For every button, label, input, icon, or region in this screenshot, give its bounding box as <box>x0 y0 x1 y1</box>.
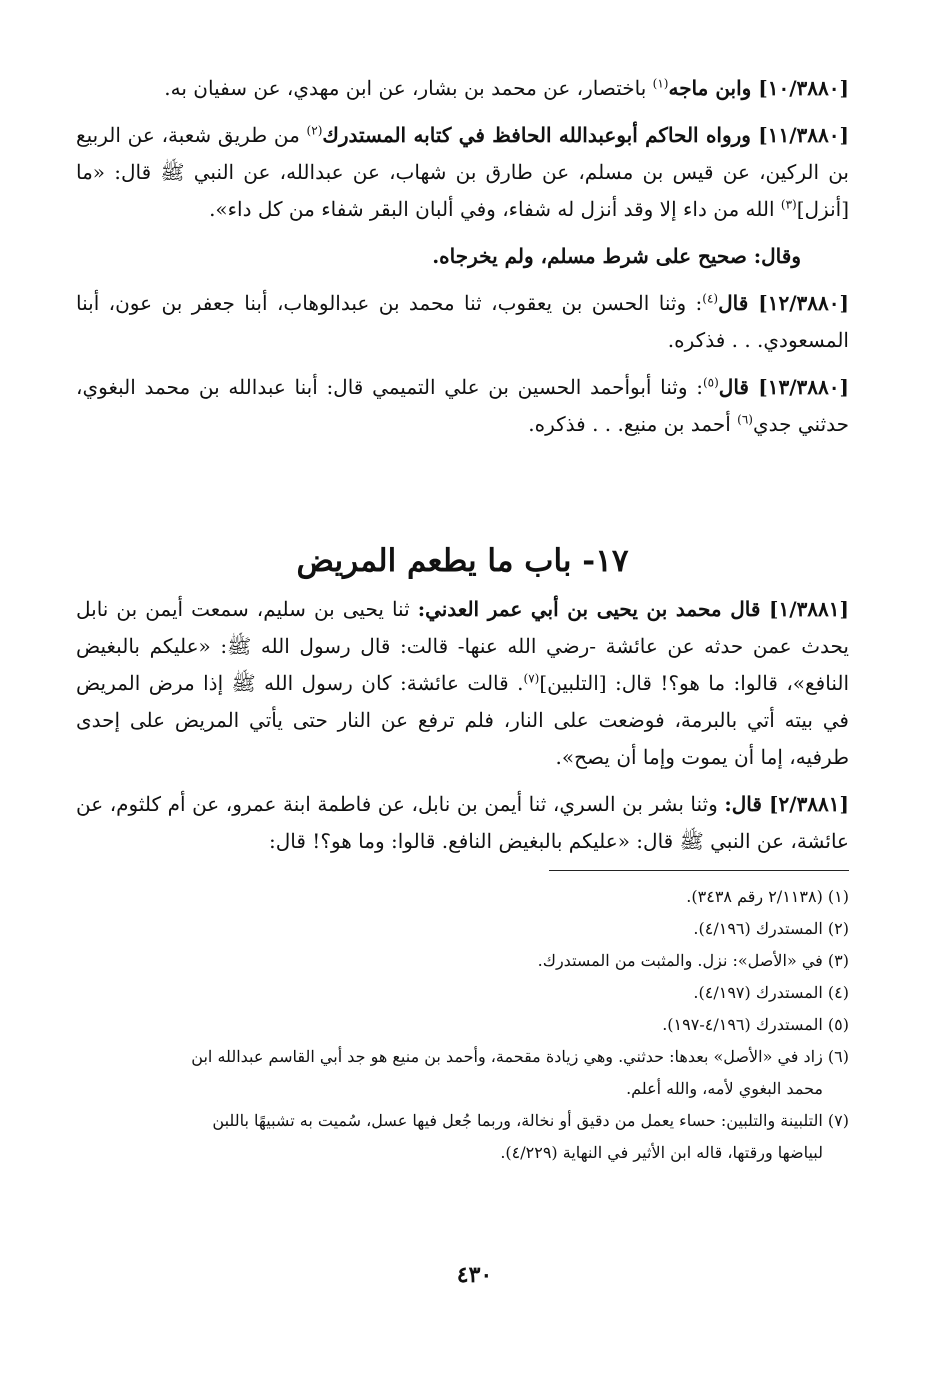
hadith-3880-11 <box>76 117 849 228</box>
footnote-number: (٦) <box>827 1047 849 1066</box>
footnote-text: المستدرك (٤/١٩٦-١٩٧). <box>662 1015 823 1034</box>
footnote-number: (١) <box>827 887 849 906</box>
footnote-text: (٢/١١٣٨ رقم ٣٤٣٨). <box>686 887 823 906</box>
footnote-text: زاد في «الأصل» بعدها: حدثني. وهي زيادة مقحمة، وأحمد بن منيع هو جد أبي القاسم عبدالله ابن <box>191 1047 823 1066</box>
hadith-text: من طريق شعبة، عن الربيع بن الركين، عن قيس بن مسلم، عن طارق بن شهاب، عن عبدالله، عن النبي ﷺ قال: «ما [أنزل] <box>76 123 849 221</box>
footnote-marker: (٣) <box>780 197 797 212</box>
hadith-3881-1 <box>76 591 849 776</box>
hadith-text: . قالت عائشة: كان رسول الله ﷺ إذا مرض المريض في بيته أتي بالبرمة، فوضعت على النار، فلم ترفع عن النار حتى يأتي المريض على إحدى طرفيه، إما أن يموت وإما أن يصح». <box>76 671 849 769</box>
footnote-2 <box>76 913 849 945</box>
hadith-text: : وثنا الحسن بن يعقوب، ثنا محمد بن عبدالوهاب، أبنا جعفر بن عون، أبنا المسعودي. . . فذكره. <box>76 291 849 352</box>
hadith-ref: [١٢/٣٨٨٠] قال <box>718 291 849 315</box>
hadith-3880-10 <box>76 70 849 107</box>
footnote-4 <box>76 977 849 1009</box>
comment-text: وقال: صحيح على شرط مسلم، ولم يخرجاه. <box>432 244 801 268</box>
footnote-text: المستدرك (٤/١٩٧). <box>693 983 823 1002</box>
footnote-marker: (٦) <box>737 412 753 427</box>
footnote-6-continuation: محمد البغوي لأمه، والله أعلم. <box>626 1079 823 1098</box>
footnotes <box>76 881 849 1169</box>
footnote-5 <box>76 1009 849 1041</box>
footnote-7 <box>76 1105 849 1137</box>
hadith-text: باختصار، عن محمد بن بشار، عن ابن مهدي، عن سفيان به. <box>164 76 653 100</box>
chapter-title: ١٧- باب ما يطعم المريض <box>296 543 629 579</box>
footnote-3 <box>76 945 849 977</box>
footnote-6 <box>76 1041 849 1073</box>
footnote-divider <box>549 870 849 871</box>
footnote-number: (٧) <box>827 1111 849 1130</box>
hadith-ref: [١٠/٣٨٨٠] وابن ماجه <box>668 76 849 100</box>
hadith-text: : وثنا أبوأحمد الحسين بن علي التميمي قال: أبنا عبدالله بن محمد البغوي، حدثني جدي <box>76 375 849 436</box>
footnote-number: (٥) <box>827 1015 849 1034</box>
footnote-text: في «الأصل»: نزل. والمثبت من المستدرك. <box>537 951 823 970</box>
footnote-marker: (١) <box>652 76 669 91</box>
hadith-text: وثنا بشر بن السري، ثنا أيمن بن نابل، عن فاطمة ابنة عمرو، عن أم كلثوم، عن عائشة، عن النبي ﷺ قال: «عليكم بالبغيض النافع. قالوا: وما هو؟! قال: <box>76 792 849 853</box>
footnote-7-continuation: لبياضها ورقتها، قاله ابن الأثير في النهاية (٤/٢٢٩). <box>500 1143 823 1162</box>
hadith-text: ثنا يحيى بن سليم، سمعت أيمن بن نابل يحدث عمن حدثه عن عائشة -رضي الله عنها- قالت: قال رسول الله ﷺ: «عليكم بالبغيض النافع»، قالوا: ما هو؟! قال: [التلبين] <box>76 597 850 695</box>
footnote-number: (٤) <box>827 983 849 1002</box>
hadith-ref: [١٣/٣٨٨٠] قال <box>718 375 849 399</box>
footnote-marker: (٥) <box>702 375 719 390</box>
hadith-3880-12 <box>76 285 849 359</box>
hadith-ref: [٢/٣٨٨١] قال: <box>724 792 849 816</box>
footnote-text: المستدرك (٤/١٩٦). <box>693 919 823 938</box>
page <box>76 70 849 1343</box>
hadith-ref: [١/٣٨٨١] قال محمد بن يحيى بن أبي عمر العدني: <box>417 597 849 621</box>
footnote-marker: (٧) <box>523 671 540 686</box>
footnote-marker: (٤) <box>702 291 719 306</box>
hadith-3880-13 <box>76 369 849 443</box>
page-number: ٤٣٠ <box>456 1262 493 1288</box>
hadith-3881-2 <box>76 786 849 860</box>
hadith-text: الله من داء إلا وقد أنزل له شفاء، وفي ألبان البقر شفاء من كل داء». <box>209 197 781 221</box>
footnote-number: (٢) <box>827 919 849 938</box>
footnote-1 <box>76 881 849 913</box>
footnote-marker: (٢) <box>306 123 323 138</box>
hadith-text: أحمد بن منيع. . . فذكره. <box>528 412 738 436</box>
hakim-comment <box>76 238 849 275</box>
hadith-ref: [١١/٣٨٨٠] ورواه الحاكم أبوعبدالله الحافظ في كتابه المستدرك <box>322 123 849 147</box>
footnote-text: التلبينة والتلبين: حساء يعمل من دقيق أو نخالة، وربما جُعل فيها عسل، سُميت به تشبيهًا باللبن <box>212 1111 823 1130</box>
footnote-number: (٣) <box>827 951 849 970</box>
